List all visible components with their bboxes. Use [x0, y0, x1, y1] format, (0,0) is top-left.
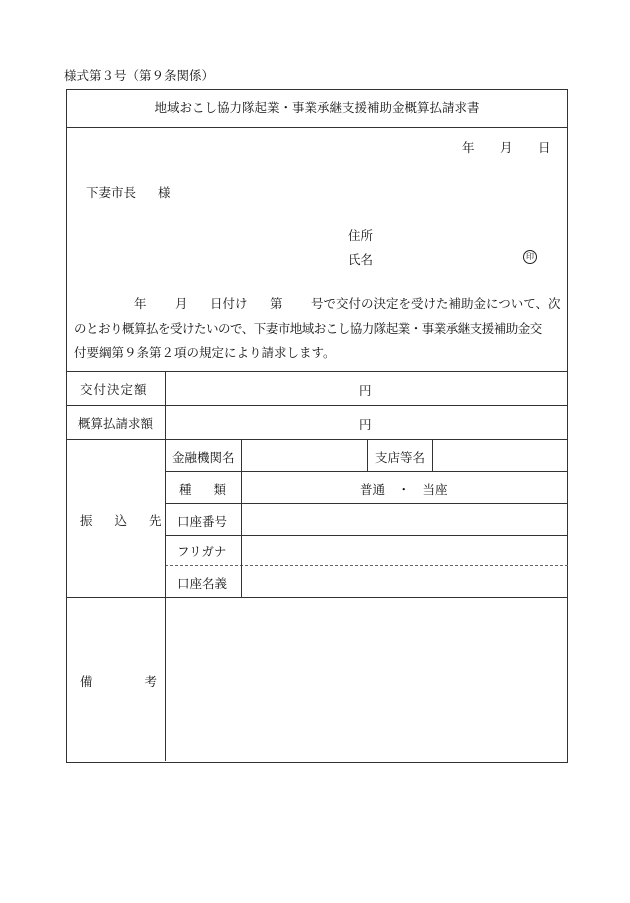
body-line-1-rest: 号で交付の決定を受けた補助金について、次 — [311, 296, 561, 311]
advance-request-unit: 円 — [359, 417, 372, 432]
grant-decided-label — [80, 380, 150, 398]
date-day: 日 — [538, 140, 551, 155]
branch-name-label: 支店等名 — [375, 450, 426, 465]
bank-name-label: 金融機関名 — [172, 450, 235, 465]
table-top-line — [66, 371, 568, 372]
grant-decided-unit: 円 — [359, 383, 372, 398]
transfer-divider-1 — [165, 471, 568, 472]
transfer-label: 振込先 — [80, 513, 184, 528]
body-year: 年 — [134, 296, 147, 311]
row-divider-1 — [66, 405, 568, 406]
address-label: 住所 — [348, 228, 374, 243]
addressee-honorific: 様 — [158, 185, 171, 200]
body-dated: 日付け — [210, 296, 248, 311]
account-holder-field[interactable] — [242, 566, 567, 597]
form-label: 様式第３号（第９条関係） — [64, 68, 215, 83]
date-year: 年 — [462, 140, 475, 155]
account-type-options: 普通 ・ 当座 — [360, 482, 448, 497]
account-type-label: 種類 — [179, 482, 249, 497]
remarks-field[interactable] — [166, 598, 566, 760]
addressee-name: 下妻市長 — [86, 185, 137, 200]
body-line-1 — [76, 292, 566, 316]
account-number-label: 口座番号 — [177, 514, 228, 529]
body-line-3: 付要綱第９条第２項の規定により請求します。 — [74, 345, 336, 360]
remarks-label: 備考 — [80, 674, 210, 689]
body-number-prefix: 第 — [270, 296, 283, 311]
seal-mark: 印 — [523, 250, 537, 264]
name-label: 氏名 — [348, 252, 374, 267]
furigana-field[interactable] — [242, 536, 567, 565]
branch-left-line — [367, 439, 368, 471]
document-title: 地域おこし協力隊起業・事業承継支援補助金概算払請求書 — [154, 100, 480, 115]
body-line-2: のとおり概算払を受けたいので、下妻市地域おこし協力隊起業・事業承継支援補助金交 — [74, 321, 542, 336]
remarks-label-wrap — [80, 672, 210, 690]
furigana-label: フリガナ — [177, 544, 227, 559]
account-holder-label: 口座名義 — [177, 576, 228, 591]
grant-decided-text: 交付決定額 — [80, 382, 148, 397]
bank-name-field[interactable] — [242, 440, 366, 471]
body-month: 月 — [175, 296, 188, 311]
date-month: 月 — [500, 140, 513, 155]
advance-request-label: 概算払請求額 — [78, 416, 154, 431]
title-divider — [66, 127, 568, 128]
account-number-field[interactable] — [242, 504, 567, 535]
branch-name-field[interactable] — [433, 440, 567, 471]
